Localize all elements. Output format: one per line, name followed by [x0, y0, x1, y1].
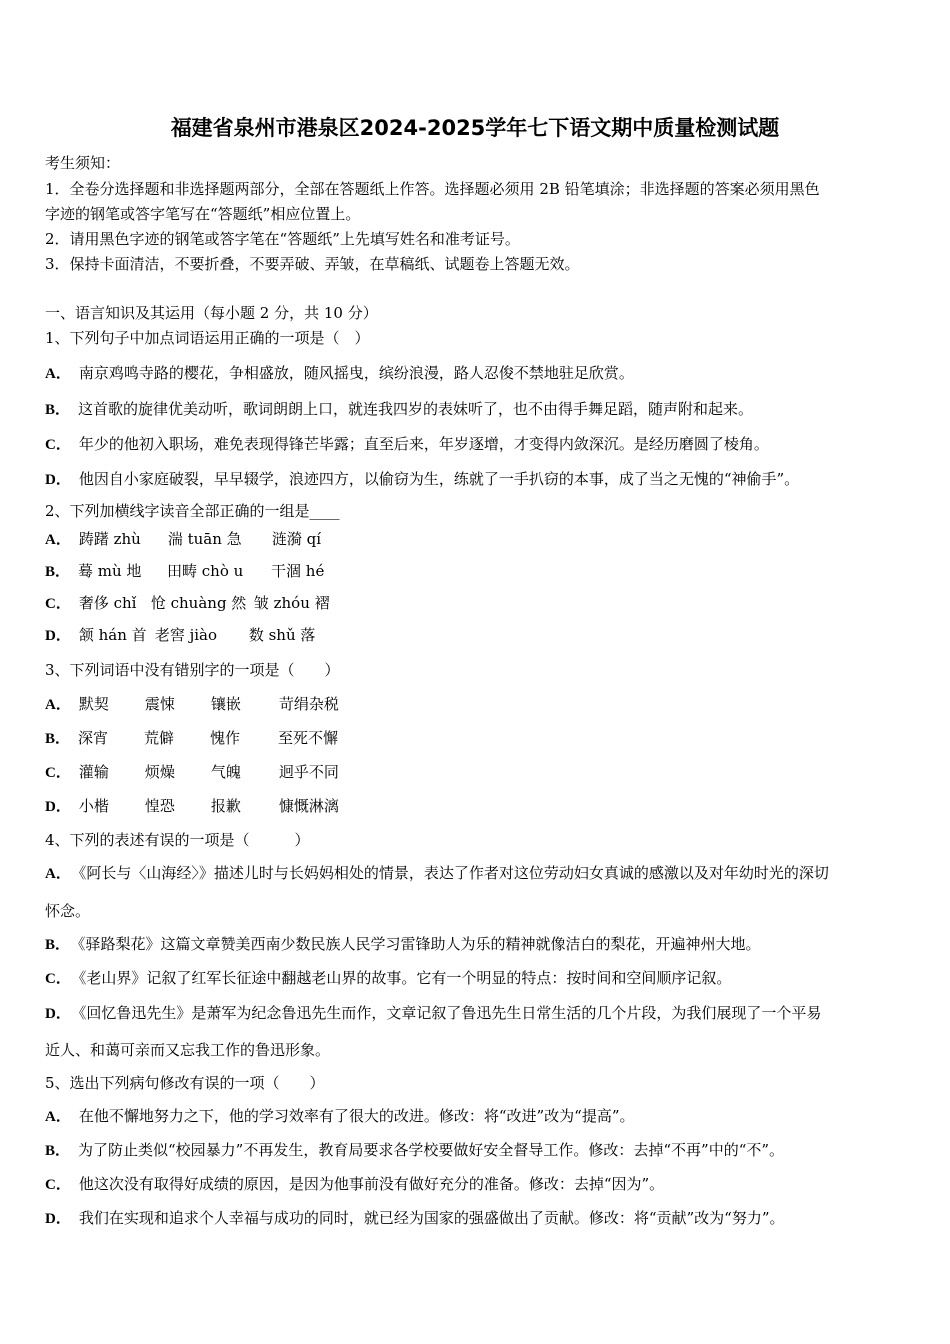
question-stem: 3、下列词语中没有错别字的一项是（ ） — [45, 661, 340, 679]
option-b: B． 蓦 mù 地 田畴 chò u 干涸 hé — [45, 562, 325, 580]
notice-line: 3．保持卡面清洁，不要折叠，不要弄破、弄皱，在草稿纸、试题卷上答题无效。 — [45, 255, 580, 273]
option-c: C． 灌输 烦燥 气魄 迥乎不同 — [45, 763, 339, 781]
option-a: A． 在他不懈地努力之下，他的学习效率有了很大的改进。修改：将“改进”改为“提高”。 — [45, 1107, 635, 1125]
question-stem: 5、选出下列病句修改有误的一项（ ） — [45, 1074, 325, 1092]
option-d: D． 颔 hán 首 老窖 jiào 数 shǔ 落 — [45, 626, 316, 644]
option-c: C． 奢侈 chǐ 怆 chuàng 然 皱 zhóu 褶 — [45, 594, 330, 612]
option-a: A． 《阿长与〈山海经〉》描述儿时与长妈妈相处的情景，表达了作者对这位劳动妇女真诚的感激以及对年幼时光的深切 — [45, 864, 829, 882]
notice-heading: 考生须知： — [45, 154, 121, 172]
option-b: B． 这首歌的旋律优美动听，歌词朗朗上口，就连我四岁的表妹听了，也不由得手舞足蹈，随声附和起来。 — [45, 400, 754, 418]
option-d: D． 他因自小家庭破裂，早早辍学，浪迹四方，以偷窃为生，练就了一手扒窃的本事，成了当之无愧的“神偷手”。 — [45, 470, 800, 488]
question-stem: 1、下列句子中加点词语运用正确的一项是（ ） — [45, 329, 370, 347]
option-b: B． 为了防止类似“校园暴力”不再发生，教育局要求各学校要做好安全督导工作。修改：去掉“不再”中的“不”。 — [45, 1141, 785, 1159]
option-c: C． 年少的他初入职场，难免表现得锋芒毕露；直至后来，年岁逐增，才变得内敛深沉。是经历磨圆了棱角。 — [45, 435, 769, 453]
option-c: C． 《老山界》记叙了红军长征途中翻越老山界的故事。它有一个明显的特点：按时间和空间顺序记叙。 — [45, 969, 732, 987]
option-a: A． 默契 震悚 镶嵌 苛绢杂税 — [45, 695, 339, 713]
option-b: B． 深宵 荒僻 愧作 至死不懈 — [45, 729, 339, 747]
page-title: 福建省泉州市港泉区2024-2025学年七下语文期中质量检测试题 — [170, 116, 780, 140]
option-d: D． 《回忆鲁迅先生》是萧军为纪念鲁迅先生而作，文章记叙了鲁迅先生日常生活的几个片段，为我们展现了一个平易 — [45, 1004, 822, 1022]
notice-line: 1．全卷分选择题和非选择题两部分，全部在答题纸上作答。选择题必须用 2B 铅笔填涂；非选择题的答案必须用黑色 — [45, 180, 820, 198]
option-d-continued: 近人、和蔼可亲而又忘我工作的鲁迅形象。 — [45, 1041, 331, 1059]
notice-line: 2．请用黑色字迹的钢笔或答字笔在“答题纸”上先填写姓名和准考证号。 — [45, 230, 520, 248]
option-a: A． 南京鸡鸣寺路的樱花，争相盛放，随风摇曳，缤纷浪漫，路人忍俊不禁地驻足欣赏。 — [45, 364, 634, 382]
option-a-continued: 怀念。 — [45, 902, 91, 920]
notice-line: 字迹的钢笔或答字笔写在“答题纸”相应位置上。 — [45, 205, 361, 223]
option-a: A． 踌躇 zhù 湍 tuān 急 涟漪 qí — [45, 530, 322, 548]
option-d: D． 小楷 惶恐 报歉 慷慨淋漓 — [45, 797, 339, 815]
question-stem: 4、下列的表述有误的一项是（ ） — [45, 831, 310, 849]
question-stem: 2、下列加横线字读音全部正确的一组是____ — [45, 502, 340, 520]
option-c: C． 他这次没有取得好成绩的原因，是因为他事前没有做好充分的准备。修改：去掉“因为”。 — [45, 1175, 665, 1193]
section-heading: 一、语言知识及其运用（每小题 2 分，共 10 分） — [45, 304, 378, 322]
option-d: D． 我们在实现和追求个人幸福与成功的同时，就已经为国家的强盛做出了贡献。修改：将“贡献”改为“努力”。 — [45, 1209, 785, 1227]
option-b: B． 《驿路梨花》这篇文章赞美西南少数民族人民学习雷锋助人为乐的精神就像洁白的梨花，开遍神州大地。 — [45, 935, 761, 953]
